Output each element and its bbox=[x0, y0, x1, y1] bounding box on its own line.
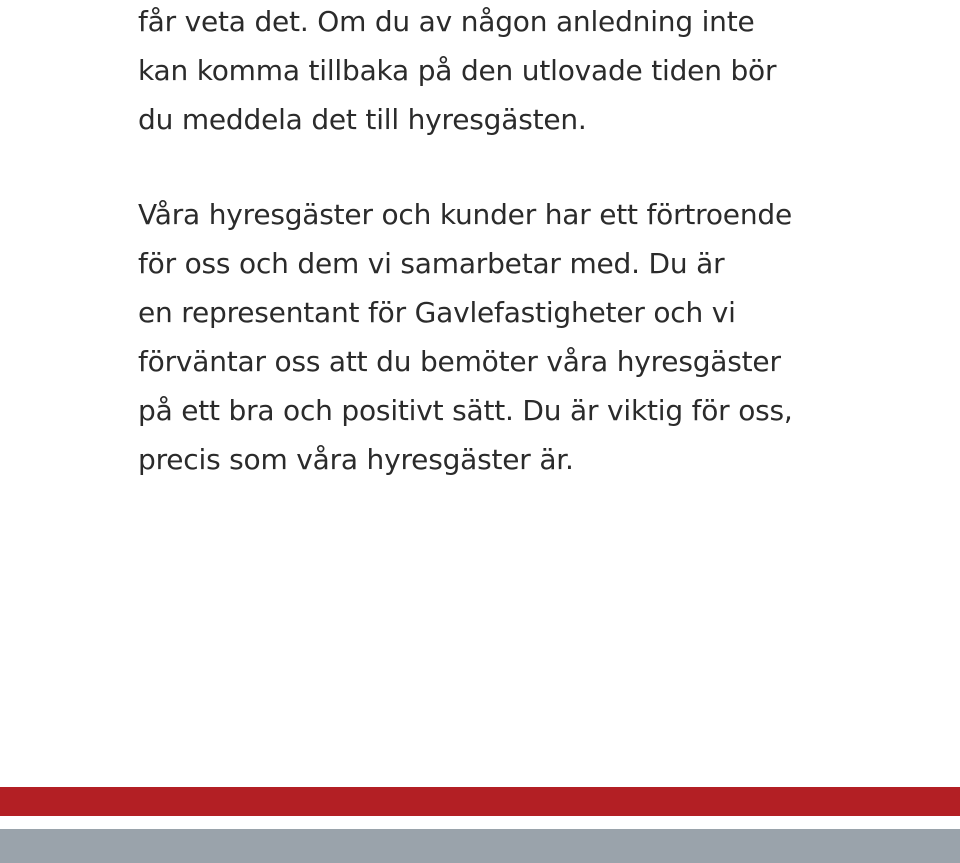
paragraph-2-line: Våra hyresgäster och kunder har ett förtroende bbox=[138, 198, 792, 231]
paragraph-1 bbox=[138, 0, 938, 144]
paragraph-2-line: på ett bra och positivt sätt. Du är viktig för oss, bbox=[138, 394, 793, 427]
paragraph-1-line: får veta det. Om du av någon anledning inte bbox=[138, 5, 755, 38]
paragraph-2-line: precis som våra hyresgäster är. bbox=[138, 443, 574, 476]
paragraph-2-line: förväntar oss att du bemöter våra hyresgäster bbox=[138, 345, 781, 378]
decorative-gray-stripe bbox=[0, 829, 960, 863]
paragraph-2-line: en representant för Gavlefastigheter och vi bbox=[138, 296, 736, 329]
paragraph-1-line: du meddela det till hyresgästen. bbox=[138, 103, 587, 136]
paragraph-2-line: för oss och dem vi samarbetar med. Du är bbox=[138, 247, 725, 280]
decorative-red-stripe bbox=[0, 787, 960, 816]
paragraph-2 bbox=[138, 190, 938, 484]
paragraph-1-line: kan komma tillbaka på den utlovade tiden bör bbox=[138, 54, 777, 87]
